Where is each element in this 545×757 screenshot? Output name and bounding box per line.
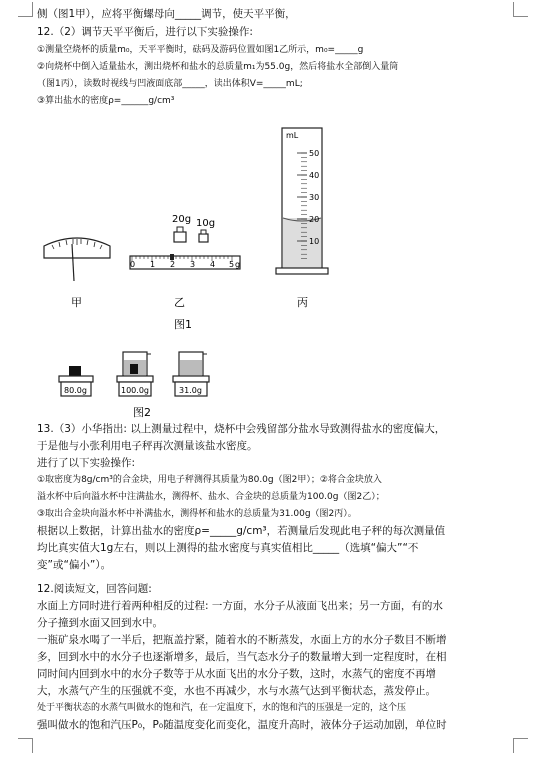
- scale-3-reading: 31.0g: [179, 386, 202, 395]
- svg-text:0: 0: [130, 260, 136, 269]
- svg-text:4: 4: [210, 260, 216, 269]
- crop-mark-bottom-left: [18, 738, 33, 753]
- question-line-1: 侧（图1甲），应将平衡螺母向_____调节，使天平平衡，: [37, 8, 296, 20]
- scale-1-reading: 80.0g: [64, 386, 87, 395]
- reading-line-7: 大，水蒸气产生的压强就不变，水也不再减少，水与水蒸气达到平衡状态，蒸发停止。: [37, 685, 436, 697]
- figure-2-caption: 图2: [133, 406, 151, 419]
- reading-line-6: 同时间内回到水中的水分子数等于从水面飞出的水分子数，这时，水蒸气的密度不再增: [37, 668, 436, 680]
- weights: [174, 227, 208, 242]
- figure-1: [30, 118, 330, 340]
- reading-line-9: 强叫做水的饱和汽压P₀，P₀随温度变化而变化，温度升高时，液体分子运动加剧，单位时: [37, 719, 447, 731]
- scale-2-reading: 100.0g: [121, 386, 149, 395]
- svg-text:40: 40: [309, 171, 320, 180]
- q13-line-2: 于是他与小张利用电子秤再次测量该盐水密度。: [37, 440, 258, 452]
- question-line-2: 12.（2）调节天平平衡后，进行以下实验操作:: [37, 26, 253, 38]
- label-yi: 乙: [174, 296, 185, 309]
- question-line-5: （图1丙），读数时视线与凹液面底部_____，读出体积V=_____mL;: [37, 79, 303, 89]
- question-line-4: ②向烧杯中倒入适量盐水，测出烧杯和盐水的总质量m₁为55.0g，然后将盐水全部倒入量筒: [37, 62, 399, 72]
- q13-line-7: 根据以上数据，计算出盐水的密度ρ=_____g/cm³，若测量后发现此电子秤的每次测量值: [37, 525, 446, 537]
- svg-text:5: 5: [229, 260, 235, 269]
- weight-10g-label: 10g: [196, 218, 216, 229]
- svg-text:g: g: [235, 260, 241, 269]
- q13-line-5: 溢水杯中后向溢水杯中注满盐水，测得杯、盐水、合金块的总质量为100.0g（图2乙）；: [37, 492, 385, 502]
- crop-mark-bottom-right: [513, 738, 528, 753]
- cylinder-unit: mL: [286, 131, 299, 140]
- measuring-cylinder: [276, 128, 328, 274]
- scale-3: [173, 352, 209, 396]
- question-line-3: ①测量空烧杯的质量m₀，天平平衡时，砝码及游码位置如图1乙所示，m₀=_____g: [37, 45, 364, 55]
- balance-dial: [44, 238, 110, 281]
- figure-2: [55, 342, 225, 422]
- q13-line-6: ③取出合金块向溢水杯中补满盐水，测得杯和盐水的总质量为31.00g（图2丙）。: [37, 509, 357, 519]
- crop-mark-top-left: [18, 2, 33, 17]
- reading-line-3: 分子撞到水面又回到水中。: [37, 617, 163, 629]
- figure-1-caption: 图1: [174, 318, 192, 331]
- weight-20g-label: 20g: [172, 214, 192, 225]
- crop-mark-top-right: [513, 2, 528, 17]
- scale-1: [59, 366, 93, 396]
- label-bing: 丙: [297, 296, 308, 309]
- scale-2: [117, 352, 153, 396]
- q13-line-3: 进行了以下实验操作:: [37, 457, 136, 469]
- svg-text:30: 30: [309, 193, 320, 202]
- reading-line-2: 水面上方同时进行着两种相反的过程: 一方面，水分子从液面飞出来；另一方面，有的水: [37, 600, 443, 612]
- reading-title: 12.阅读短文，回答问题:: [37, 583, 152, 595]
- label-jia: 甲: [71, 296, 82, 309]
- svg-text:20: 20: [309, 215, 320, 224]
- svg-text:50: 50: [309, 149, 320, 158]
- svg-text:10: 10: [309, 237, 320, 246]
- reading-line-8: 处于平衡状态的水蒸气叫做水的饱和汽，在一定温度下，水的饱和汽的压强是一定的，这个压: [37, 703, 407, 713]
- question-line-6: ③算出盐水的密度ρ=______g/cm³: [37, 96, 175, 106]
- svg-text:2: 2: [170, 260, 176, 269]
- q13-line-1: 13.（3）小华指出: 以上测量过程中，烧杯中会残留部分盐水导致测得盐水的密度偏大，: [37, 423, 446, 435]
- svg-text:3: 3: [190, 260, 196, 269]
- q13-line-8: 均比真实值大1g左右，则以上测得的盐水密度与真实值相比_____（选填“偏大”“不: [37, 542, 419, 554]
- q13-line-4: ①取密度为8g/cm³的合金块，用电子秤测得其质量为80.0g（图2甲）；②将合金块放入: [37, 475, 382, 485]
- svg-text:1: 1: [150, 260, 156, 269]
- reading-line-4: 一瓶矿泉水喝了一半后，把瓶盖拧紧，随着水的不断蒸发，水面上方的水分子数目不断增: [37, 634, 447, 646]
- reading-line-5: 多，回到水中的水分子也逐渐增多，最后，当气态水分子的数量增大到一定程度时，在相: [37, 651, 447, 663]
- q13-line-9: 变”或“偏小”）。: [37, 559, 112, 571]
- rider-scale: [130, 254, 240, 269]
